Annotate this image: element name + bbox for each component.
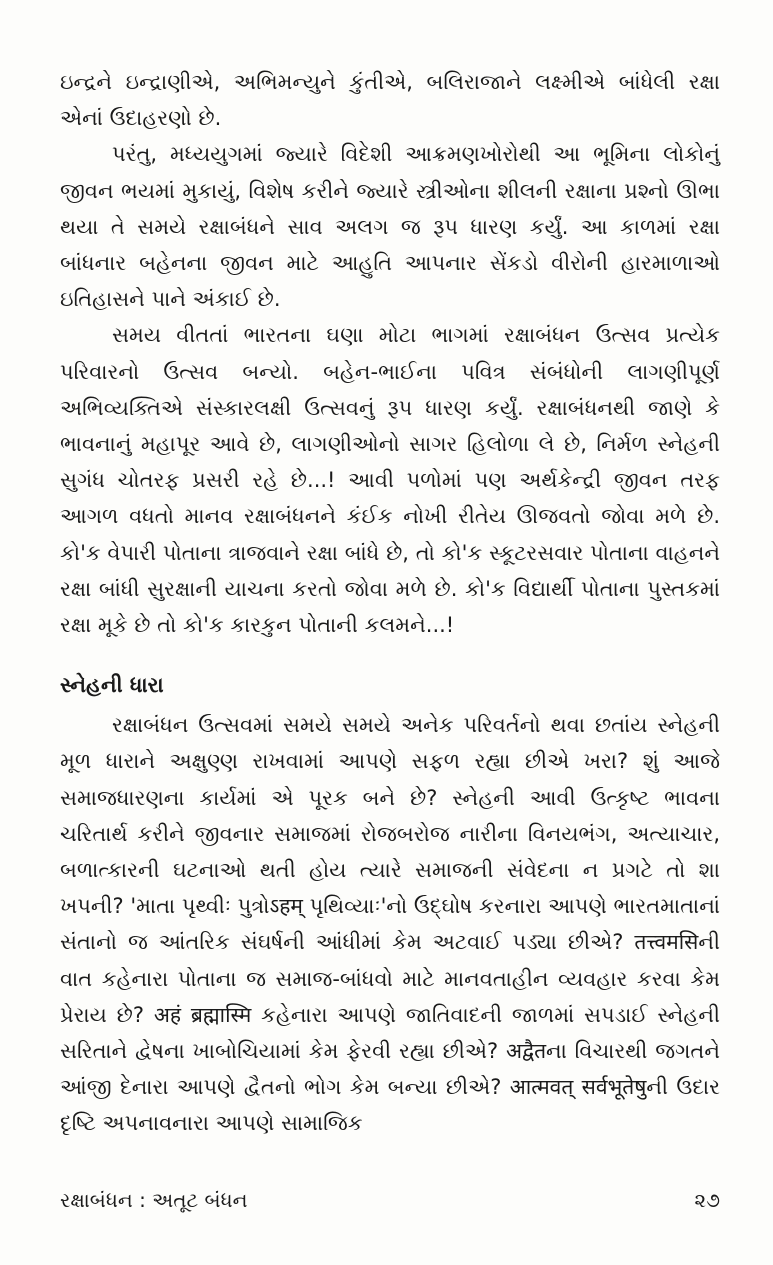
page-number: ૨૭ — [694, 1188, 720, 1212]
paragraph-1: ઇન્દ્રને ઇન્દ્રાણીએ, અભિમન્યુને કુંતીએ, બલિરાજાને લક્ષ્મીએ બાંધેલી રક્ષા એનાં ઉદાહરણો છે. — [60, 70, 720, 131]
paragraph-2: પરંતુ, મધ્યયુગમાં જ્યારે વિદેશી આક્રમણખોરોથી આ ભૂમિના લોકોનું જીવન ભયમાં મુકાયું, વિશેષ કરીને જ્યારે સ્ત્રીઓના શીલની રક્ષાના પ્રશ્નો ઊભા થયા તે સમયે રક્ષાબંધને સાવ અલગ જ રૂપ ધારણ કર્યું. આ કાળમાં રક્ષા બાંધનાર બહેનના જીવન માટે આહુતિ આપનાર સેંકડો વીરોની હારમાળાઓ ઇતિહાસને પાને અંકાઈ છે. — [60, 142, 720, 312]
running-title: રક્ષાબંધન : અતૂટ બંધન — [60, 1188, 248, 1212]
section-heading: સ્નેહની ધારા — [60, 673, 164, 698]
page-body — [60, 64, 720, 1142]
paragraph-3: સમય વીતતાં ભારતના ઘણા મોટા ભાગમાં રક્ષાબંધન ઉત્સવ પ્રત્યેક પરિવારનો ઉત્સવ બન્યો. બહેન-ભાઈના પવિત્ર સંબંધોની લાગણીપૂર્ણ અભિવ્યક્તિએ સંસ્કારલક્ષી ઉત્સવનું રૂપ ધારણ કર્યું. રક્ષાબંધનથી જાણે કે ભાવનાનું મહાપૂર આવે છે, લાગણીઓનો સાગર હિલોળા લે છે, નિર્મળ સ્નેહની સુગંધ ચોતરફ પ્રસરી રહે છે...! આવી પળોમાં પણ અર્થકેન્દ્રી જીવન તરફ આગળ વધતો માનવ રક્ષાબંધનને કંઈક નોખી રીતેય ઊજવતો જોવા મળે છે. કો'ક વેપારી પોતાના ત્રાજવાને રક્ષા બાંધે છે, તો કો'ક સ્કૂટરસવાર પોતાના વાહનને રક્ષા બાંધી સુરક્ષાની યાચના કરતો જોવા મળે છે. કો'ક વિદ્યાર્થી પોતાના પુસ્તકમાં રક્ષા મૂકે છે તો કો'ક કારકુન પોતાની કલમને...! — [60, 323, 720, 638]
page-footer — [60, 1188, 720, 1212]
paragraph-4: રક્ષાબંધન ઉત્સવમાં સમયે સમયે અનેક પરિવર્તનો થવા છતાંય સ્નેહની મૂળ ધારાને અક્ષુણ્ણ રાખવામાં આપણે સફળ રહ્યા છીએ ખરા? શું આજે સમાજધારણના કાર્યમાં એ પૂરક બને છે? સ્નેહની આવી ઉત્કૃષ્ટ ભાવના ચરિતાર્થ કરીને જીવનાર સમાજમાં રોજબરોજ નારીના વિનયભંગ, અત્યાચાર, બળાત્કારની ઘટનાઓ થતી હોય ત્યારે સમાજની સંવેદના ન પ્રગટે તો શા ખપની? 'માતા પૃથ્વીઃ પુત્રોऽहम् પૃથિવ્યાઃ'નો ઉદ્‌ઘોષ કરનારા આપણે ભારતમાતાનાં સંતાનો જ આંતરિક સંઘર્ષની આંધીમાં કેમ અટવાઈ પડ્યા છીએ? तत्त्वमसिની વાત કહેનારા પોતાના જ સમાજ-બાંધવો માટે માનવતાહીન વ્યવહાર કરવા કેમ પ્રેરાય છે? अहं ब्रह्मास्मि કહેનારા આપણે જાતિવાદની જાળમાં સપડાઈ સ્નેહની સરિતાને દ્વેષના ખાબોચિયામાં કેમ ફેરવી રહ્યા છીએ? अद्वैतના વિચારથી જગતને આંજી દેનારા આપણે દ્વૈતનો ભોગ કેમ બન્યા છીએ? आत्मवत् सर्वभूतेषुની ઉદાર દૃષ્ટિ અપનાવનારા આપણે સામાજિક — [60, 713, 720, 1136]
